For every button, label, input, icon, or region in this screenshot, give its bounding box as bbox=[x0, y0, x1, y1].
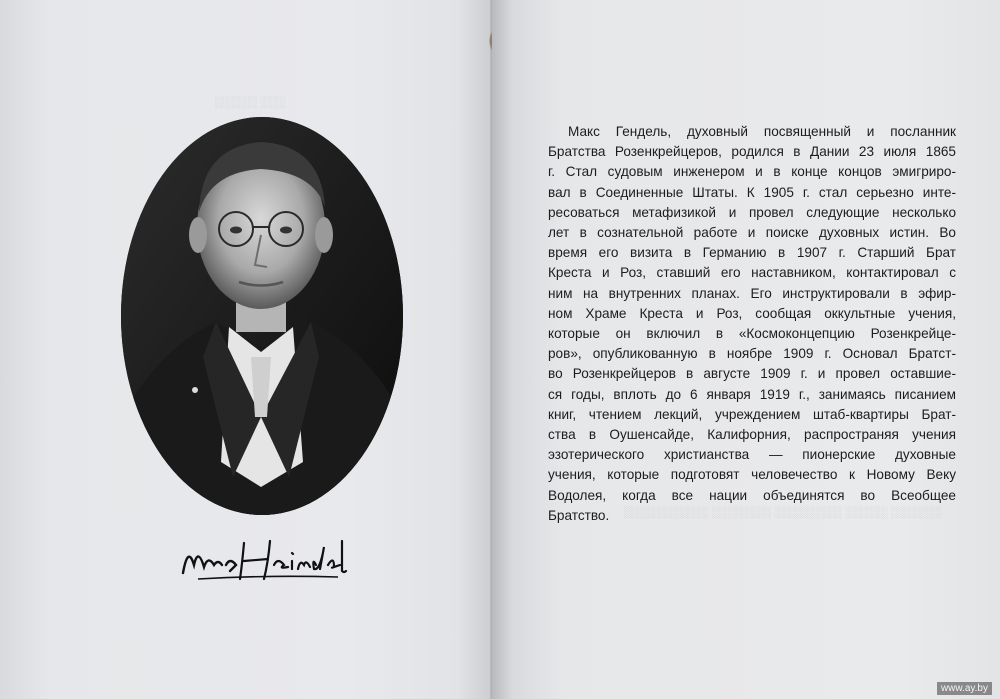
bio-line: г. Стал судовым инженером и в конце концов эмигриро- bbox=[548, 164, 956, 180]
left-page bbox=[0, 0, 497, 699]
handwritten-signature bbox=[178, 535, 348, 585]
bio-line: ров», опубликованную в ноябре 1909 г. Основал Братст- bbox=[548, 346, 956, 362]
site-watermark: www.ay.by bbox=[937, 682, 992, 695]
bio-line: Макс Гендель, духовный посвященный и посланник bbox=[568, 124, 956, 139]
bio-line: которые он включил в «Космоконцепцию Розенкрейце- bbox=[548, 326, 956, 342]
bio-line: Водолея, когда все нации объединятся во Всеобщее bbox=[548, 487, 956, 503]
bio-line: ним на внутренних планах. Его инструктировали в эфир- bbox=[548, 285, 956, 301]
bio-line: вал в Соединенные Штаты. К 1905 г. стал серьезно инте- bbox=[548, 184, 956, 200]
bio-line: ства в Оушенсайде, Калифорния, распространяя учения bbox=[548, 427, 956, 443]
bio-line: Братства Розенкрейцеров, родился в Дании 23 июля 1865 bbox=[548, 144, 956, 160]
bio-line: учения, которые подготовят человечество к Новому Веку bbox=[548, 467, 956, 483]
bio-line: лет в сознательной работе и поиске духовных истин. Во bbox=[548, 225, 956, 241]
show-through-text: ░░░ ░░░░░ bbox=[215, 95, 287, 109]
biography-text bbox=[548, 122, 956, 526]
bio-line: ся годы, вплоть до 6 января 1919 г., занимаясь писанием bbox=[548, 386, 956, 402]
show-through-text-lower: ░░░░░░ ░░░░░ ░░░░░░░░ ░░░░░░░ ░░░░░░░░░░ bbox=[623, 505, 942, 519]
bio-line: книг, чтением лекций, учреждением штаб-квартиры Брат- bbox=[548, 406, 956, 422]
portrait-oval bbox=[121, 117, 403, 515]
bio-line: ресоваться метафизикой и провел следующие несколько bbox=[548, 204, 956, 220]
portrait-photo bbox=[121, 117, 403, 515]
bio-line: во Розенкрейцеров в августе 1909 г. и провел оставшие- bbox=[548, 366, 956, 382]
bio-line: время его визита в Германию в 1907 г. Старший Брат bbox=[548, 245, 956, 261]
bio-line: Братство. bbox=[548, 507, 610, 523]
bio-line: эзотерического христианства — пионерские духовные bbox=[548, 447, 956, 463]
bio-line: Креста и Роз, ставший его наставником, контактировал с bbox=[548, 265, 956, 281]
bio-line: ном Храме Креста и Роз, сообщая оккультные учения, bbox=[548, 305, 956, 321]
